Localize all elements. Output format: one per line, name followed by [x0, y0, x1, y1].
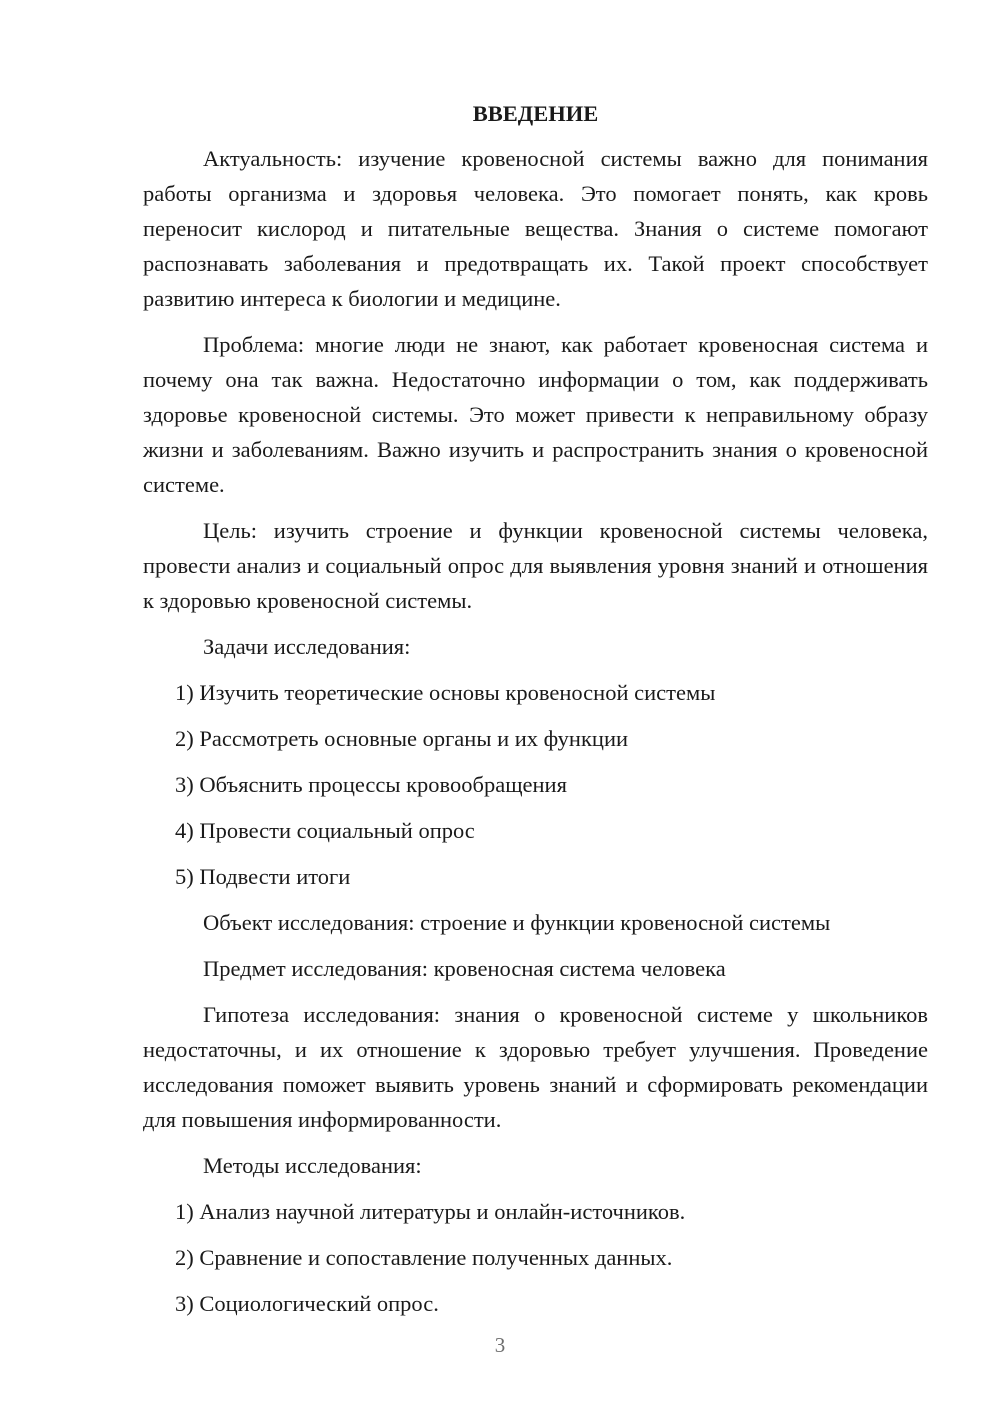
method-item: 2) Сравнение и сопоставление полученных данных. — [175, 1245, 673, 1270]
object-paragraph: Объект исследования: строение и функции кровеносной системы — [203, 910, 831, 935]
relevance-paragraph: Актуальность: изучение кровеносной системы важно для понимания работы организма и здоровья человека. Это помогает понять, как кровь переносит кислород и питательные вещества. Знания о системе помогают распознавать заболевания и предотвращать их. Такой проект способствует развитию интереса к биологии и медицине. — [143, 146, 928, 311]
method-item: 1) Анализ научной литературы и онлайн-источников. — [175, 1199, 686, 1224]
problem-paragraph: Проблема: многие люди не знают, как работает кровеносная система и почему она так важна. Недостаточно информации о том, как поддерживать здоровье кровеносной системы. Это может привести к неправильному образу жизни и заболеваниям. Важно изучить и распространить знания о кровеносной системе. — [143, 332, 928, 497]
section-title: ВВЕДЕНИЕ — [472, 101, 599, 126]
task-item: 4) Провести социальный опрос — [175, 818, 475, 843]
page-number: 3 — [494, 1333, 506, 1357]
tasks-list — [143, 675, 928, 894]
task-item: 2) Рассмотреть основные органы и их функции — [175, 726, 629, 751]
subject-paragraph: Предмет исследования: кровеносная система человека — [203, 956, 726, 981]
tasks-heading: Задачи исследования: — [203, 634, 411, 659]
method-item: 3) Социологический опрос. — [175, 1291, 439, 1316]
task-item: 1) Изучить теоретические основы кровеносной системы — [175, 680, 716, 705]
task-item: 5) Подвести итоги — [175, 864, 351, 889]
methods-heading: Методы исследования: — [203, 1153, 422, 1178]
task-item: 3) Объяснить процессы кровообращения — [175, 772, 567, 797]
goal-paragraph: Цель: изучить строение и функции кровеносной системы человека, провести анализ и социальный опрос для выявления уровня знаний и отношения к здоровью кровеносной системы. — [143, 518, 928, 613]
page-content — [143, 96, 928, 1332]
hypothesis-paragraph: Гипотеза исследования: знания о кровеносной системе у школьников недостаточны, и их отношение к здоровью требует улучшения. Проведение исследования поможет выявить уровень знаний и сформировать рекомендации для повышения информированности. — [143, 1002, 928, 1132]
methods-list — [143, 1194, 928, 1321]
